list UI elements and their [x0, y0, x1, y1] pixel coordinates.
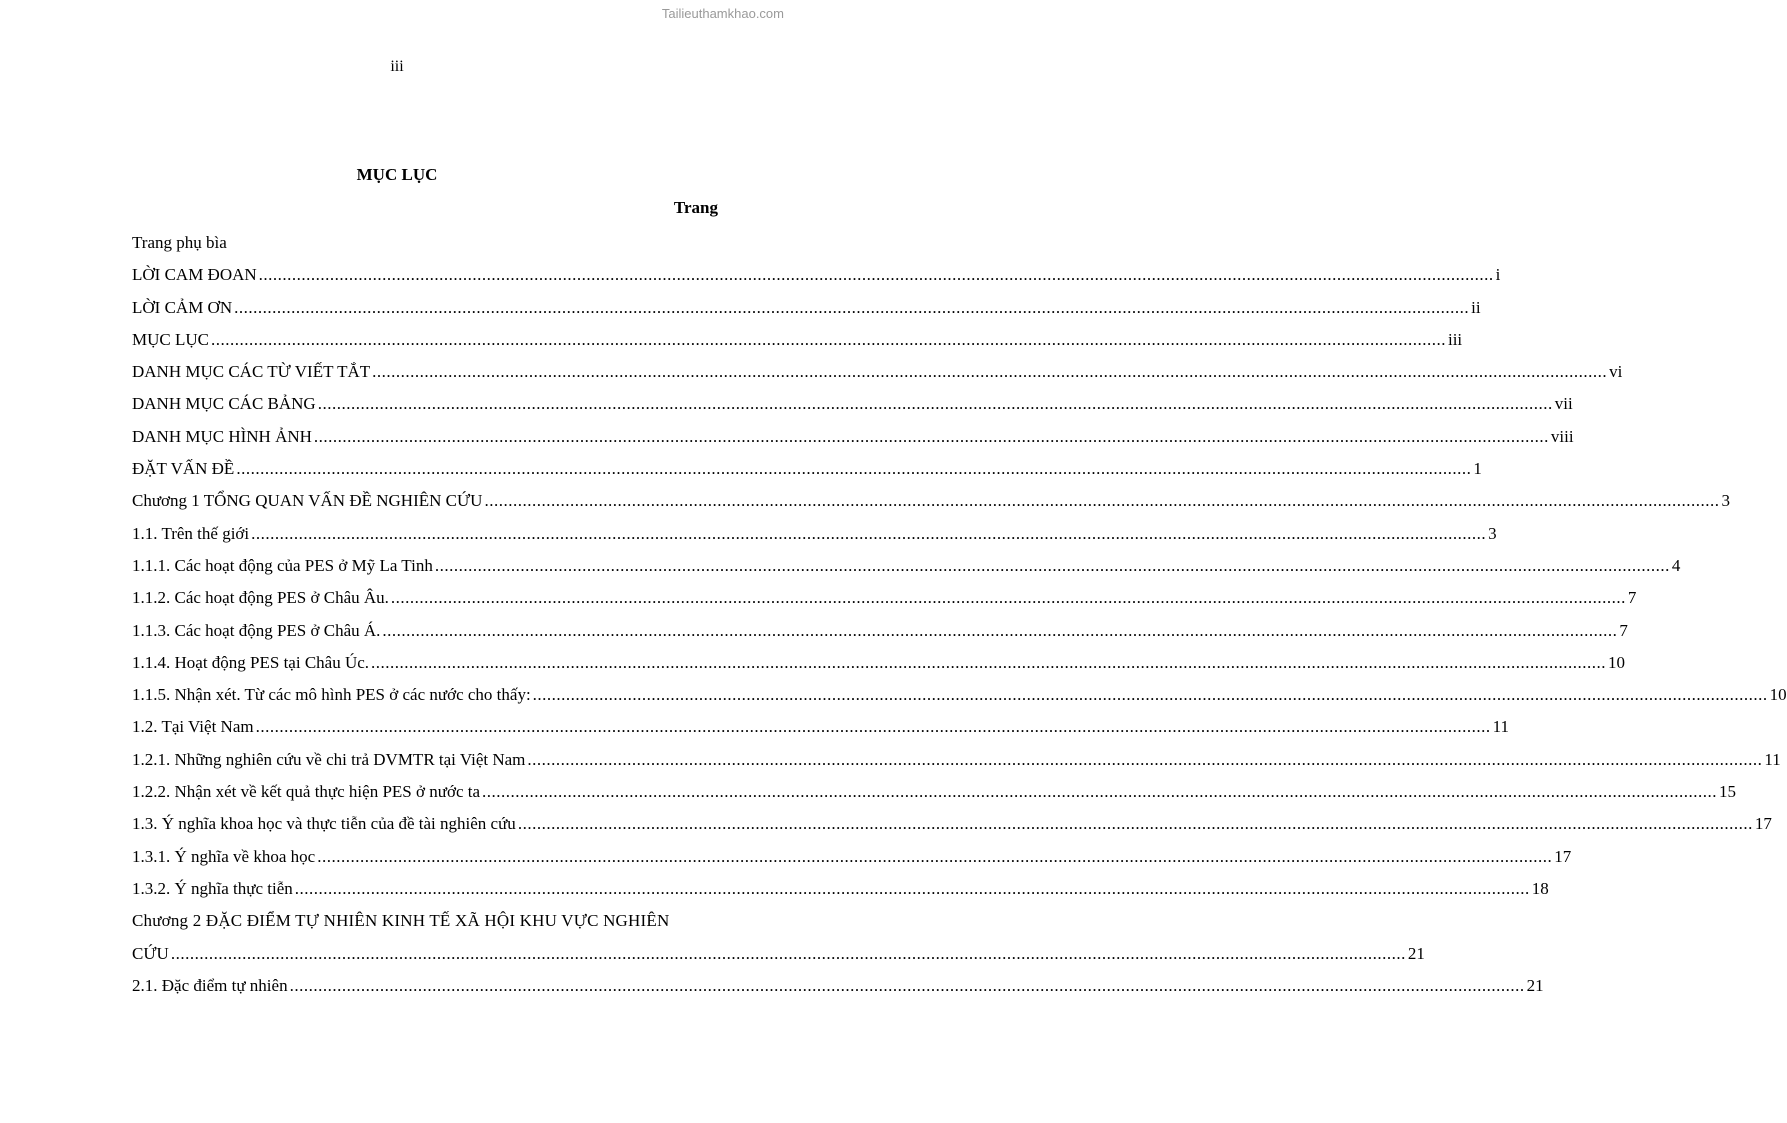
toc-entry[interactable]: [132, 421, 1574, 453]
toc-entry-page: 15: [1719, 782, 1737, 802]
toc-entry-page: 4: [1671, 555, 1681, 575]
toc-entry[interactable]: [132, 711, 1509, 743]
toc-entry-label: DANH MỤC CÁC TỪ VIẾT TẮT: [132, 362, 371, 382]
toc-entry[interactable]: [132, 259, 1501, 291]
toc-entry[interactable]: [132, 356, 1623, 388]
dot-leader: ....................................................................................................................................................................................................................................................................: [251, 523, 1487, 543]
toc-entry-label: 1.1.4. Hoạt động PES tại Châu Úc.: [132, 652, 370, 672]
toc-entry[interactable]: [132, 227, 718, 259]
toc-entry-label: CỨU: [132, 943, 169, 963]
dot-leader: ....................................................................................................................................................................................................................................................................: [170, 943, 1406, 963]
toc-entry-label: Chương 1 TỔNG QUAN VẤN ĐỀ NGHIÊN CỨU: [132, 491, 483, 511]
toc-entry-page: ii: [1471, 297, 1481, 317]
toc-entry-label: DANH MỤC CÁC BẢNG: [132, 394, 316, 414]
toc-entry-page: 10: [1608, 652, 1626, 672]
dot-leader: ....................................................................................................................................................................................................................................................................: [484, 491, 1720, 511]
toc-entry-label: 2.1. Đặc điểm tự nhiên: [132, 975, 288, 995]
dot-leader: ....................................................................................................................................................................................................................................................................: [234, 297, 1470, 317]
toc-entry[interactable]: [132, 873, 1549, 905]
toc-entry-page: 21: [1526, 975, 1544, 995]
toc-entry-label: LỜI CAM ĐOAN: [132, 265, 257, 285]
dot-leader: ....................................................................................................................................................................................................................................................................: [255, 717, 1491, 737]
dot-leader: ....................................................................................................................................................................................................................................................................: [317, 846, 1553, 866]
toc-entry[interactable]: [132, 808, 1772, 840]
dot-leader: ....................................................................................................................................................................................................................................................................: [371, 652, 1607, 672]
toc-entry-label: 1.2.2. Nhận xét về kết quả thực hiện PES ở nước ta: [132, 782, 481, 802]
dot-leader: ....................................................................................................................................................................................................................................................................: [434, 555, 1670, 575]
toc-entry[interactable]: [132, 938, 1425, 970]
toc-entry-page: 11: [1764, 749, 1781, 769]
toc-entry-label: 1.1.2. Các hoạt động PES ở Châu Âu.: [132, 588, 389, 608]
dot-leader: ....................................................................................................................................................................................................................................................................: [210, 329, 1446, 349]
toc-entry-label: 1.1.3. Các hoạt động PES ở Châu Á.: [132, 620, 381, 640]
toc-entry[interactable]: [132, 679, 1787, 711]
dot-leader: ....................................................................................................................................................................................................................................................................: [258, 265, 1494, 285]
toc-entry[interactable]: [132, 647, 1626, 679]
toc-entry-page: 7: [1627, 588, 1637, 608]
dot-leader: ....................................................................................................................................................................................................................................................................: [382, 620, 1618, 640]
toc-entry[interactable]: [132, 776, 1737, 808]
toc-entry-page: 7: [1619, 620, 1628, 640]
toc-entry[interactable]: [132, 582, 1637, 614]
toc-entry-page: iii: [1447, 329, 1463, 349]
toc-entry[interactable]: [132, 615, 1628, 647]
toc-entry-page: 17: [1554, 846, 1572, 866]
toc-entry-label: DANH MỤC HÌNH ẢNH: [132, 426, 312, 446]
dot-leader: ....................................................................................................................................................................................................................................................................: [482, 782, 1718, 802]
toc-entry[interactable]: [132, 841, 1572, 873]
toc-entry-page: 1: [1473, 459, 1482, 479]
toc-entry-label: Chương 2 ĐẶC ĐIỂM TỰ NHIÊN KINH TẾ XÃ HỘI KHU VỰC NGHIÊN: [132, 911, 670, 931]
toc-entry-page: vii: [1554, 394, 1573, 414]
toc-title: MỤC LỤC: [356, 165, 438, 184]
toc-entry[interactable]: [132, 550, 1681, 582]
dot-leader: ....................................................................................................................................................................................................................................................................: [532, 685, 1768, 705]
dot-leader: ....................................................................................................................................................................................................................................................................: [317, 394, 1553, 414]
dot-leader: ....................................................................................................................................................................................................................................................................: [289, 975, 1525, 995]
toc-entry[interactable]: [132, 388, 1573, 420]
toc-entry-label: 1.1.1. Các hoạt động của PES ở Mỹ La Tinh: [132, 555, 433, 575]
toc-entry-label: ĐẶT VẤN ĐỀ: [132, 459, 235, 479]
page-number: iii: [390, 58, 404, 75]
toc-entry[interactable]: [132, 518, 1497, 550]
table-of-contents: [132, 227, 1787, 1002]
toc-entry-page: viii: [1550, 426, 1574, 446]
toc-entry-label: 1.3. Ý nghĩa khoa học và thực tiễn của đề tài nghiên cứu: [132, 814, 516, 834]
toc-entry-label: LỜI CẢM ƠN: [132, 297, 233, 317]
dot-leader: ....................................................................................................................................................................................................................................................................: [390, 588, 1626, 608]
toc-entry-page: 10: [1769, 685, 1787, 705]
toc-entry-label: Trang phụ bìa: [132, 233, 227, 252]
toc-entry-label: 1.2. Tại Việt Nam: [132, 717, 254, 737]
dot-leader: ....................................................................................................................................................................................................................................................................: [517, 814, 1753, 834]
toc-entry[interactable]: [132, 292, 1481, 324]
toc-entry-label: 1.3.2. Ý nghĩa thực tiễn: [132, 878, 293, 898]
toc-entry-label: MỤC LỤC: [132, 329, 209, 349]
toc-entry[interactable]: [132, 324, 1463, 356]
toc-entry[interactable]: [132, 744, 1781, 776]
toc-entry[interactable]: [132, 970, 1544, 1002]
toc-entry-page: 17: [1754, 814, 1772, 834]
dot-leader: ....................................................................................................................................................................................................................................................................: [372, 362, 1608, 382]
dot-leader: ....................................................................................................................................................................................................................................................................: [313, 426, 1549, 446]
dot-leader: ....................................................................................................................................................................................................................................................................: [527, 749, 1763, 769]
toc-entry-label: 1.2.1. Những nghiên cứu về chi trả DVMTR tại Việt Nam: [132, 749, 526, 769]
dot-leader: ....................................................................................................................................................................................................................................................................: [236, 459, 1472, 479]
toc-entry-page: vi: [1609, 362, 1623, 382]
toc-entry-page: 3: [1721, 491, 1730, 511]
toc-entry-page: i: [1495, 265, 1501, 285]
toc-entry-label: 1.1. Trên thế giới: [132, 523, 250, 543]
toc-entry-page: 21: [1407, 943, 1425, 963]
toc-entry[interactable]: [132, 453, 1482, 485]
toc-entry-page: 3: [1488, 523, 1497, 543]
page-column-label: Trang: [673, 198, 718, 217]
toc-entry-label: 1.3.1. Ý nghĩa về khoa học: [132, 846, 316, 866]
toc-entry[interactable]: [132, 485, 1730, 517]
dot-leader: ....................................................................................................................................................................................................................................................................: [294, 878, 1530, 898]
watermark: Tailieuthamkhao.com: [661, 6, 784, 21]
toc-entry-page: 18: [1531, 878, 1549, 898]
toc-entry[interactable]: [132, 905, 718, 937]
toc-entry-label: 1.1.5. Nhận xét. Từ các mô hình PES ở các nước cho thấy:: [132, 685, 531, 705]
toc-entry-page: 11: [1492, 717, 1509, 737]
